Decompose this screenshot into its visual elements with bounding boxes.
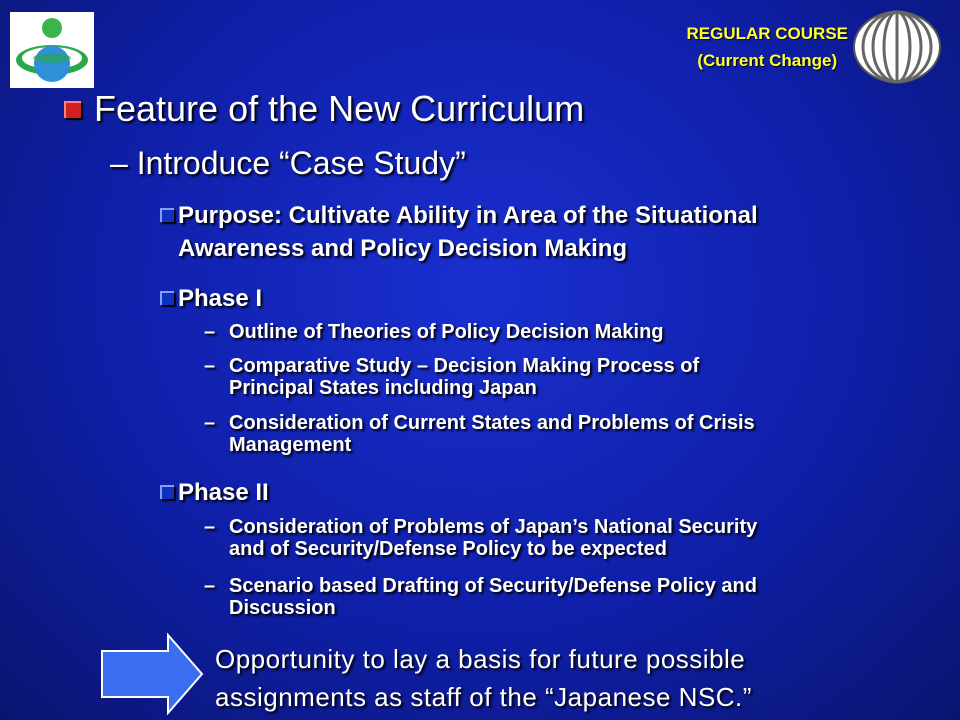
phase2-item-1 — [204, 516, 757, 560]
phase1-bullet-icon — [160, 291, 174, 305]
phase2-item-1-line1: Consideration of Problems of Japan’s National Security — [229, 516, 758, 538]
title-bullet-icon — [64, 101, 81, 118]
globe-logo — [852, 10, 942, 84]
course-label-main: REGULAR COURSE — [686, 24, 848, 43]
right-arrow-icon — [100, 633, 204, 715]
phase1-label: Phase I — [178, 285, 263, 312]
phase2-item-2-line1: Scenario based Drafting of Security/Defense Policy and — [229, 575, 757, 597]
phase1-item-1-line1: Outline of Theories of Policy Decision Making — [229, 321, 664, 343]
dash: – — [204, 412, 216, 434]
dash: – — [204, 575, 216, 597]
phase2-item-2-line2: Discussion — [229, 597, 336, 619]
dash: – — [204, 355, 216, 377]
organization-logo — [10, 12, 94, 88]
dash: – — [204, 321, 216, 343]
footer-line-2: assignments as staff of the “Japanese NSC.” — [215, 682, 752, 712]
phase1-item-3 — [204, 412, 755, 456]
phase1-item-2-line2: Principal States including Japan — [229, 377, 537, 399]
footer-line-1: Opportunity to lay a basis for future possible — [215, 644, 746, 674]
phase2-label: Phase II — [178, 479, 269, 506]
phase1-item-2 — [204, 355, 699, 399]
purpose-line-2: Awareness and Policy Decision Making — [178, 235, 628, 262]
phase1-item-1 — [204, 321, 664, 343]
purpose-text — [178, 199, 758, 265]
purpose-bullet-icon — [160, 208, 174, 222]
slide-subtitle: – Introduce “Case Study” — [110, 145, 466, 181]
slide-title: Feature of the New Curriculum — [94, 88, 585, 129]
phase2-item-1-line2: and of Security/Defense Policy to be expected — [229, 538, 667, 560]
phase1-item-2-line1: Comparative Study – Decision Making Process of — [229, 355, 700, 377]
phase2-bullet-icon — [160, 485, 174, 499]
phase1-item-3-line1: Consideration of Current States and Problems of Crisis — [229, 412, 755, 434]
dash: – — [204, 516, 216, 538]
footer-note — [215, 640, 752, 716]
phase2-item-2 — [204, 575, 757, 619]
phase1-item-3-line2: Management — [229, 434, 352, 456]
course-label — [686, 20, 848, 74]
course-label-sub: (Current Change) — [697, 51, 838, 70]
purpose-line-1: Purpose: Cultivate Ability in Area of the Situational — [178, 202, 758, 229]
